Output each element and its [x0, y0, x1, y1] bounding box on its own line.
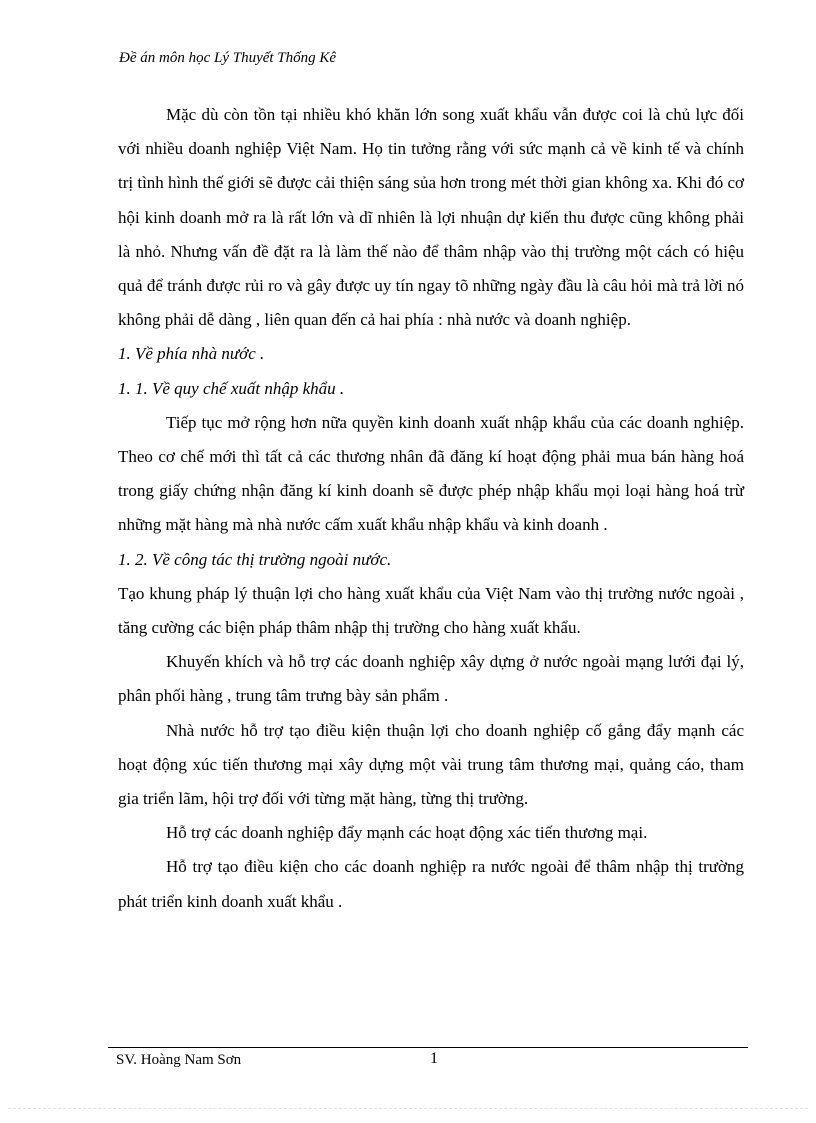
section-heading-1-2: 1. 2. Về công tác thị trường ngoài nước.	[118, 549, 392, 569]
footer-author: SV. Hoàng Nam Sơn	[116, 1052, 242, 1068]
document-body	[118, 98, 744, 919]
paragraph-intro: Mặc dù còn tồn tại nhiều khó khăn lớn song xuất khẩu vẫn được coi là chủ lực đối với nhiều doanh nghiệp Việt Nam. Họ tin tưởng rằng với sức mạnh cả về kinh tế và chính trị tình hình thế giới sẽ được cải thiện sáng sủa hơn trong mét thời gian không xa. Khi đó cơ hội kinh doanh mở ra là rất lớn và dĩ nhiên là lợi nhuận dự kiến thu được cũng không phải là nhỏ. Nhưng vấn đề đặt ra là làm thế nào để thâm nhập vào thị trường một cách có hiệu quả để tránh được rủi ro và gây được uy tín ngay tõ những ngày đầu là câu hỏi mà trả lời nó không phải dễ dàng , liên quan đến cả hai phía : nhà nước và doanh nghiệp.	[118, 105, 744, 330]
paragraph-ho-tro-xuc-tien: Hỗ trợ các doanh nghiệp đẩy mạnh các hoạt động xác tiến thương mại.	[166, 823, 648, 843]
paragraph-quy-che: Tiếp tục mở rộng hơn nữa quyền kinh doanh xuất nhập khẩu của các doanh nghiệp. Theo cơ chế mới thì tất cả các thương nhân đã đăng kí hoạt động phải mua bán hàng hoá trong giấy chứng nhận đăng kí kinh doanh sẽ được phép nhập khẩu mọi loại hàng hoá trừ những mặt hàng mà nhà nước cấm xuất khẩu nhập khẩu và kinh doanh .	[118, 412, 744, 535]
section-heading-1: 1. Về phía nhà nước .	[118, 344, 265, 364]
page-number: 1	[430, 1050, 438, 1067]
paragraph-nha-nuoc-ho-tro: Nhà nước hỗ trợ tạo điều kiện thuận lợi cho doanh nghiệp cố gắng đẩy mạnh các hoạt động xúc tiến thương mại xây dựng một vài trung tâm thương mại, quảng cáo, tham gia triển lãm, hội trợ đối với từng mặt hàng, từng thị trường.	[118, 720, 744, 809]
footer-divider	[108, 1047, 748, 1048]
paragraph-khung-phap-ly: Tạo khung pháp lý thuận lợi cho hàng xuất khẩu của Việt Nam vào thị trường nước ngoài , tăng cường các biện pháp thâm nhập thị trường cho hàng xuất khẩu.	[118, 583, 744, 638]
document-header: Đề án môn học Lý Thuyết Thống Kê	[119, 50, 337, 66]
paragraph-khuyen-khich: Khuyến khích và hỗ trợ các doanh nghiệp xây dựng ở nước ngoài mạng lưới đại lý, phân phối hàng , trung tâm trưng bày sản phẩm .	[118, 652, 744, 706]
paragraph-ho-tro-ra-nuoc-ngoai: Hỗ trợ tạo điều kiện cho các doanh nghiệp ra nước ngoài để thâm nhập thị trường phát triển kinh doanh xuất khẩu .	[118, 857, 744, 911]
page-bottom-edge	[8, 1108, 808, 1109]
section-heading-1-1: 1. 1. Về quy chế xuất nhập khẩu .	[118, 378, 345, 398]
